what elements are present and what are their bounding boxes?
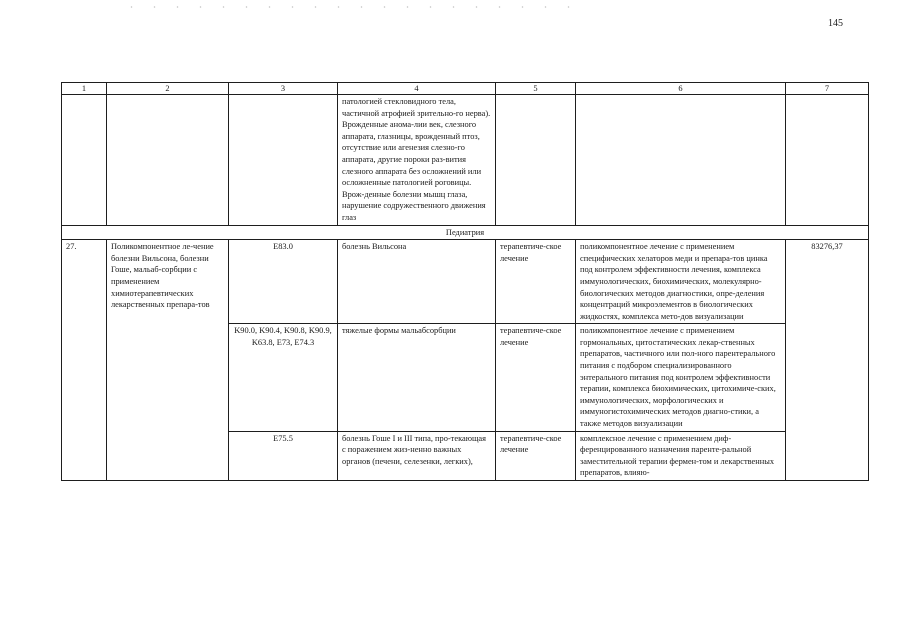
continuation-row <box>62 95 869 226</box>
table-row <box>62 240 869 324</box>
patient-model-cell: патологией стекловидного тела, частичной атрофией зрительно-го нерва). Врожденные анома-лии век, слезного аппарата, глазницы, врожденный птоз, отсутствие или агенезия слезно-го аппарата, другие пороки раз-вития слезного аппарата без осложнений или осложненные патологией роговицы. Врож-денные болезни мышц глаза, нарушение содружественного движения глаз <box>338 95 496 226</box>
entry-number: 27. <box>62 240 107 481</box>
patient-model-cell: тяжелые формы мальабсорбции <box>338 324 496 431</box>
treatment-type-cell: терапевтиче-ское лечение <box>496 431 576 480</box>
treatment-method-cell: комплексное лечение с применением диф-ференцированного назначения паренте-ральной заместительной терапии фермен-том и лекарственных препаратов, влияю- <box>576 431 786 480</box>
scan-noise <box>120 4 580 10</box>
column-number: 2 <box>107 83 229 95</box>
entry-name: Поликомпонентное ле-чение болезни Вильсона, болезни Гоше, мальаб-сорбции с применением химиотерапевтических лекарственных препара-тов <box>107 240 229 481</box>
section-title: Педиатрия <box>62 225 869 240</box>
column-number: 4 <box>338 83 496 95</box>
table-cell <box>576 95 786 226</box>
table-cell <box>786 95 869 226</box>
icd-codes-cell: E83.0 <box>229 240 338 324</box>
patient-model-cell: болезнь Вильсона <box>338 240 496 324</box>
table-cell <box>496 95 576 226</box>
column-number: 6 <box>576 83 786 95</box>
patient-model-cell: болезнь Гоше I и III типа, про-текающая с поражением жиз-ненно важных органов (печени, селезенки, легких), <box>338 431 496 480</box>
icd-codes-cell: E75.5 <box>229 431 338 480</box>
table-cell <box>107 95 229 226</box>
medical-care-table <box>61 82 869 481</box>
column-number: 7 <box>786 83 869 95</box>
treatment-method-cell: поликомпонентное лечение с применением гормональных, цитостатических лекар-ственных препаратов, частичного или пол-ного парентерального питания с подбором специализированного энтерального питания под контролем эффективности терапии, комплекса биохимических, цитохимиче-ских, иммунологических, морфологических и иммуногистохимических методов диагно-стики, а также методов визуализации <box>576 324 786 431</box>
treatment-method-cell: поликомпонентное лечение с применением специфических хелаторов меди и препара-тов цинка под контролем эффективности лечения, комплекса иммунологических, биохимических, молекулярно-биологических методов диагностики, опре-деления концентраций микроэлементов в биологических жидкостях, комплекса мето-дов визуализации <box>576 240 786 324</box>
table-cell <box>229 95 338 226</box>
column-number: 3 <box>229 83 338 95</box>
table-cell <box>62 95 107 226</box>
column-number: 5 <box>496 83 576 95</box>
price-cell: 83276,37 <box>786 240 869 481</box>
page-number: 145 <box>828 18 843 29</box>
treatment-type-cell: терапевтиче-ское лечение <box>496 324 576 431</box>
column-number-row <box>62 83 869 95</box>
icd-codes-cell: K90.0, K90.4, K90.8, K90.9, K63.8, E73, E74.3 <box>229 324 338 431</box>
treatment-type-cell: терапевтиче-ское лечение <box>496 240 576 324</box>
column-number: 1 <box>62 83 107 95</box>
section-row <box>62 225 869 240</box>
